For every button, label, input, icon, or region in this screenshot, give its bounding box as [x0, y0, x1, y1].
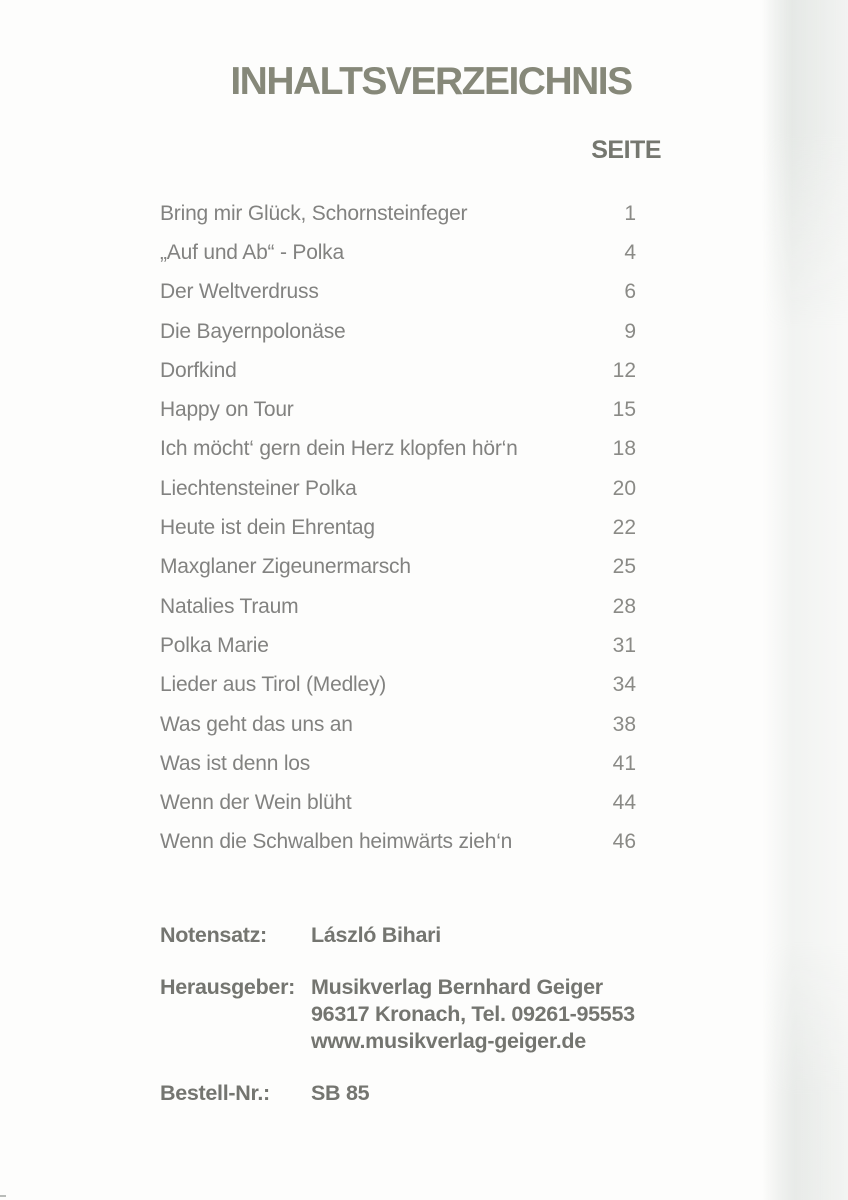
- toc-entry-title: Ich möcht‘ gern dein Herz klopfen hör‘n: [160, 437, 518, 461]
- toc-row: [160, 666, 636, 705]
- page-title: INHALTSVERZEICHNIS: [230, 60, 632, 103]
- toc-row: [160, 312, 636, 351]
- toc-entry-page-number: 6: [624, 280, 636, 304]
- toc-row: [160, 823, 636, 862]
- toc-row: [160, 351, 636, 390]
- scan-artifact-line: [0, 1195, 6, 1197]
- toc-entry-page-number: 38: [612, 712, 636, 736]
- toc-entry-page-number: 22: [612, 516, 636, 540]
- credit-label: Bestell-Nr.:: [160, 1081, 270, 1105]
- toc-entry-page-number: 44: [612, 791, 636, 815]
- toc-entry-title: Was ist denn los: [160, 751, 311, 775]
- toc-entry-title: Lieder aus Tirol (Medley): [160, 673, 387, 697]
- credit-row: [160, 1080, 700, 1107]
- toc-entry-page-number: 34: [612, 673, 636, 697]
- credits-block: [160, 922, 700, 1107]
- page-edge-shadow-top: [762, 0, 848, 330]
- credit-label: Herausgeber:: [160, 975, 296, 999]
- toc-entry-title: Bring mir Glück, Schornsteinfeger: [160, 201, 468, 225]
- toc-entry-title: Was geht das uns an: [160, 712, 353, 736]
- toc-entry-page-number: 1: [624, 201, 636, 225]
- toc-entry-page-number: 9: [624, 319, 636, 343]
- toc-row: [160, 744, 636, 783]
- toc-row: [160, 626, 636, 665]
- toc-entry-title: Liechtensteiner Polka: [160, 476, 357, 500]
- toc-row: [160, 430, 636, 469]
- toc-entry-page-number: 46: [612, 830, 636, 854]
- credit-value: László Bihari: [311, 923, 441, 947]
- toc-entry-page-number: 25: [612, 555, 636, 579]
- toc-row: [160, 783, 636, 822]
- toc-entry-title: Heute ist dein Ehrentag: [160, 516, 375, 540]
- toc-row: [160, 390, 636, 429]
- toc-row: [160, 705, 636, 744]
- toc-entry-page-number: 12: [612, 358, 636, 382]
- page-edge-shadow: [762, 0, 848, 1200]
- toc-entry-title: Wenn die Schwalben heimwärts zieh‘n: [160, 830, 513, 854]
- toc-entry-title: Maxglaner Zigeunermarsch: [160, 555, 411, 579]
- page-edge-shadow-bottom: [762, 940, 848, 1200]
- toc-entry-title: Der Weltverdruss: [160, 280, 319, 304]
- toc-entry-title: Natalies Traum: [160, 594, 299, 618]
- toc-entry-title: Die Bayernpolonäse: [160, 319, 346, 343]
- toc-entry-page-number: 31: [612, 633, 636, 657]
- toc-row: [160, 587, 636, 626]
- column-header-seite: SEITE: [591, 136, 661, 164]
- toc-entry-page-number: 15: [612, 398, 636, 422]
- credit-label: Notensatz:: [160, 923, 267, 947]
- toc-row: [160, 273, 636, 312]
- toc-list: [160, 194, 636, 862]
- toc-row: [160, 233, 636, 272]
- toc-row: [160, 548, 636, 587]
- toc-entry-title: Polka Marie: [160, 633, 269, 657]
- toc-row: [160, 469, 636, 508]
- toc-row: [160, 194, 636, 233]
- toc-entry-page-number: 18: [612, 437, 636, 461]
- toc-entry-title: Dorfkind: [160, 358, 237, 382]
- toc-entry-page-number: 41: [612, 751, 636, 775]
- toc-entry-title: Wenn der Wein blüht: [160, 791, 352, 815]
- credit-value: SB 85: [311, 1081, 370, 1105]
- credit-value: Musikverlag Bernhard Geiger 96317 Kronach, Tel. 09261-95553 www.musikverlag-geiger.de: [311, 975, 635, 1053]
- credit-row: [160, 974, 700, 1055]
- toc-entry-page-number: 20: [612, 476, 636, 500]
- toc-entry-title: „Auf und Ab“ - Polka: [160, 240, 344, 264]
- toc-entry-page-number: 4: [624, 240, 636, 264]
- toc-entry-page-number: 28: [612, 594, 636, 618]
- credit-row: [160, 922, 700, 949]
- toc-entry-title: Happy on Tour: [160, 398, 294, 422]
- toc-row: [160, 508, 636, 547]
